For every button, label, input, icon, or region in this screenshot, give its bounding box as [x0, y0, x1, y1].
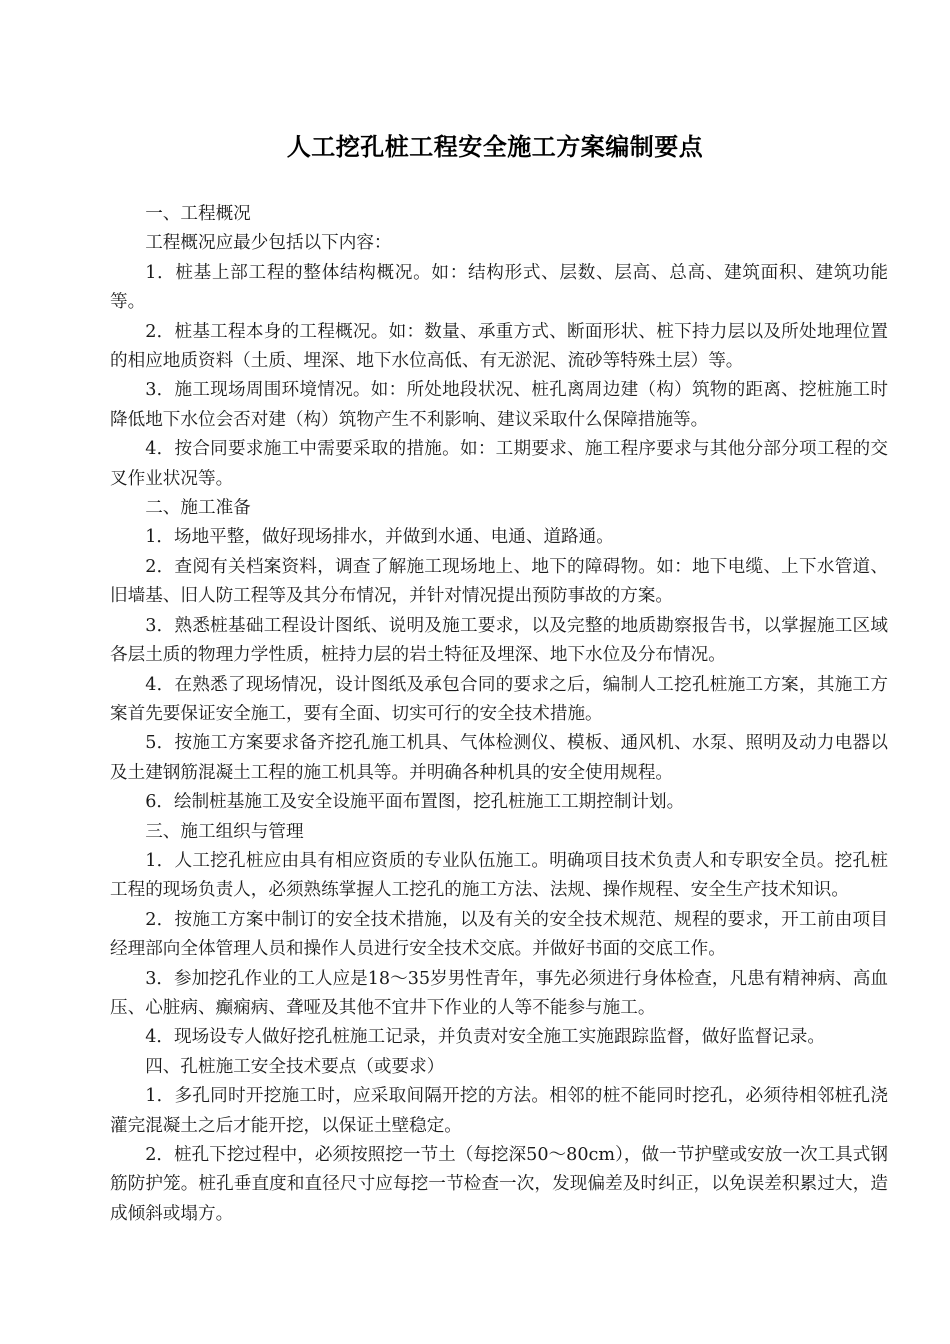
paragraph: 工程概况应最少包括以下内容：	[145, 233, 392, 254]
paragraph: 3．熟悉桩基础工程设计图纸、说明及施工要求，以及完整的地质勘察报告书，以掌握施工区域各层土质的物理力学性质，桩持力层的岩土特征及埋深、地下水位及分布情况。	[110, 615, 888, 666]
paragraph: 5．按施工方案要求备齐挖孔施工机具、气体检测仪、模板、通风机、水泵、照明及动力电器以及土建钢筋混凝土工程的施工机具等。并明确各种机具的安全使用规程。	[110, 733, 888, 783]
paragraph: 1．桩基上部工程的整体结构概况。如：结构形式、层数、层高、总高、建筑面积、建筑功能等。	[110, 262, 888, 313]
paragraph: 2．桩基工程本身的工程概况。如：数量、承重方式、断面形状、桩下持力层以及所处地理位置的相应地质资料（土质、埋深、地下水位高低、有无淤泥、流砂等特殊土层）等。	[110, 321, 888, 372]
paragraph: 2．按施工方案中制订的安全技术措施，以及有关的安全技术规范、规程的要求，开工前由项目经理部向全体管理人员和操作人员进行安全技术交底。并做好书面的交底工作。	[110, 909, 888, 960]
paragraph: 3．施工现场周围环境情况。如：所处地段状况、桩孔离周边建（构）筑物的距离、挖桩施工时降低地下水位会否对建（构）筑物产生不利影响、建议采取什么保障措施等。	[110, 380, 888, 430]
paragraph: 2．桩孔下挖过程中，必须按照挖一节土（每挖深50～80cm），做一节护壁或安放一次工具式钢筋防护笼。桩孔垂直度和直径尺寸应每挖一节检查一次，发现偏差及时纠正，以免误差积累过大，造成倾斜或塌方。	[110, 1145, 888, 1224]
paragraph: 4．按合同要求施工中需要采取的措施。如：工期要求、施工程序要求与其他分部分项工程的交叉作业状况等。	[110, 439, 888, 489]
document-title: 人工挖孔桩工程安全施工方案编制要点	[286, 133, 704, 162]
paragraph: 1．场地平整，做好现场排水，并做到水通、电通、道路通。	[145, 527, 614, 548]
section-heading: 一、工程概况	[145, 204, 251, 224]
document-body	[110, 200, 888, 1229]
paragraph: 4．在熟悉了现场情况，设计图纸及承包合同的要求之后，编制人工挖孔桩施工方案，其施工方案首先要保证安全施工，要有全面、切实可行的安全技术措施。	[110, 674, 888, 724]
paragraph: 1．人工挖孔桩应由具有相应资质的专业队伍施工。明确项目技术负责人和专职安全员。挖孔桩工程的现场负责人，必须熟练掌握人工挖孔的施工方法、法规、操作规程、安全生产技术知识。	[110, 850, 888, 901]
paragraph: 1．多孔同时开挖施工时，应采取间隔开挖的方法。相邻的桩不能同时挖孔，必须待相邻桩孔浇灌完混凝土之后才能开挖，以保证土壁稳定。	[110, 1086, 888, 1136]
paragraph: 6．绘制桩基施工及安全设施平面布置图，挖孔桩施工工期控制计划。	[145, 792, 685, 813]
paragraph: 4．现场设专人做好挖孔桩施工记录，并负责对安全施工实施跟踪监督，做好监督记录。	[145, 1027, 825, 1048]
section-heading: 四、孔桩施工安全技术要点（或要求）	[145, 1056, 445, 1077]
paragraph: 2．查阅有关档案资料，调查了解施工现场地上、地下的障碍物。如：地下电缆、上下水管道、旧墙基、旧人防工程等及其分布情况，并针对情况提出预防事故的方案。	[110, 556, 888, 607]
paragraph: 3．参加挖孔作业的工人应是18～35岁男性青年，事先必须进行身体检查，凡患有精神病、高血压、心脏病、癫痫病、聋哑及其他不宜井下作业的人等不能参与施工。	[110, 968, 888, 1018]
section-heading: 三、施工组织与管理	[145, 821, 304, 842]
section-heading: 二、施工准备	[145, 498, 251, 519]
